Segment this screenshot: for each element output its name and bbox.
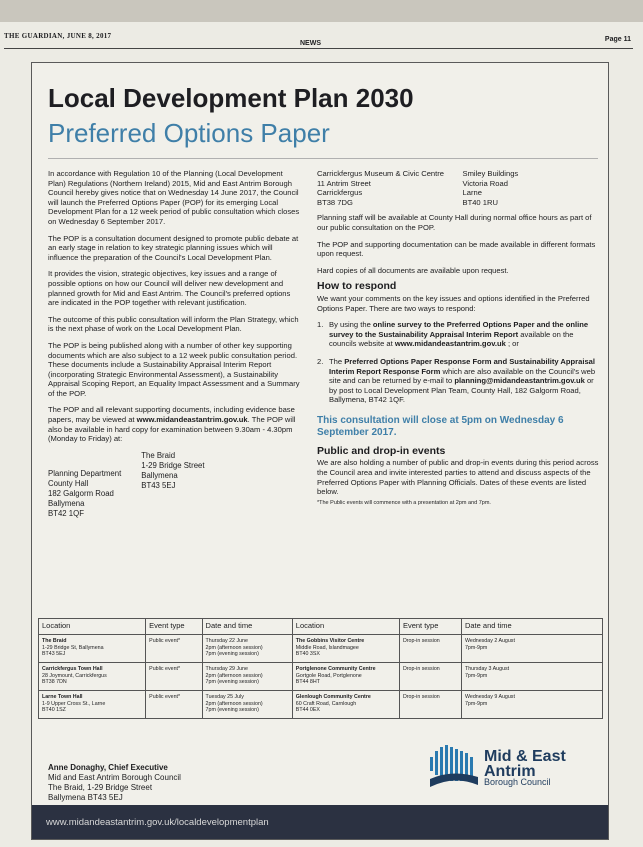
table-cell	[39, 635, 146, 663]
masthead-rule	[4, 48, 633, 49]
supporting-docs-paragraph: The POP is being published along with a number of other key supporting documents which are also subject to a 12 week public consultation period. These documents include a Sustainability Appraisal Interim Report (incorporating Strategic Environmental Assessment), a Sustainability Appraisal Scoping Report, an Equality Impact Assessment and a Summary of the POP.	[48, 340, 300, 398]
text-run: The	[329, 356, 345, 366]
text-run-bold: Preferred Options Paper Response Form and Sustainability Appraisal Interim Report Response Form	[329, 356, 596, 376]
address-the-braid	[141, 451, 204, 519]
address-line: Ballymena	[48, 498, 85, 508]
address-line: BT40 1RU	[462, 197, 498, 207]
page-number: Page 11	[604, 36, 631, 43]
table-cell: Public event*	[146, 691, 202, 719]
events-heading: Public and drop-in events	[317, 444, 446, 457]
address-county-hall	[48, 469, 121, 519]
signature-line: Mid and East Antrim Borough Council	[48, 773, 181, 782]
table-cell: Public event*	[146, 635, 202, 663]
address-line: 11 Antrim Street	[317, 178, 371, 188]
table-cell: Drop-in session	[399, 691, 461, 719]
text-run: ; or	[505, 339, 519, 349]
address-line: BT43 5EJ	[141, 480, 176, 490]
intro-paragraph: In accordance with Regulation 10 of the Planning (Local Development Plan) Regulations (Northern Ireland) 2015, Mid and East Antrim Borough Council hereby gives notice that on Wednesday 14 June 2017, the Council will launch the Preferred Options Paper (POP) for its emerging Local Development Plan for a 12 week period of public consultation which closes on Wednesday 6 September 2017.	[48, 169, 300, 226]
response-option-text	[329, 320, 600, 349]
events-table	[38, 618, 603, 719]
logo-line-2: Antrim	[484, 763, 536, 780]
table-cell: Thursday 29 June 2pm (afternoon session) 7pm (evening session)	[202, 663, 292, 691]
chief-executive-name: Anne Donaghy, Chief Executive	[48, 763, 168, 772]
text-run: available on the councils website at	[329, 329, 574, 349]
venue-name: Glenlough Community Centre	[295, 694, 371, 700]
table-cell: Drop-in session	[399, 663, 461, 691]
viewing-addresses	[48, 451, 302, 519]
table-cell: Thursday 22 June 2pm (afternoon session) 7pm (evening session)	[202, 635, 292, 663]
venue-name: Portglenone Community Centre	[295, 666, 376, 672]
planning-email-link[interactable]: planning@midandeastantrim.gov.uk	[454, 376, 585, 386]
closing-date-note: This consultation will close at 5pm on Wednesday 6 September 2017.	[317, 414, 564, 438]
table-header: Date and time	[202, 619, 292, 635]
text-run: or by post to Local Development Plan Team, County Hall, 182 Galgorm Road, Ballymena, BT42 1QF.	[329, 376, 594, 405]
footer-url-link[interactable]: www.midandeastantrim.gov.uk/localdevelopmentplan	[46, 817, 269, 828]
response-option-text	[329, 357, 600, 405]
list-number: 1.	[317, 320, 324, 330]
table-cell	[292, 691, 399, 719]
signature-line: Ballymena BT43 5EJ	[48, 793, 123, 802]
table-header: Event type	[146, 619, 202, 635]
table-cell: Wednesday 9 August 7pm-9pm	[461, 691, 602, 719]
paper-name-date: THE GUARDIAN, JUNE 8, 2017	[4, 32, 112, 40]
venue-address: 28 Joymount, Carrickfergus BT38 7DN	[42, 672, 107, 685]
table-cell: Wednesday 2 August 7pm-9pm	[461, 635, 602, 663]
events-intro: We are also holding a number of public and drop-in events during this period across the Council area and invite interested parties to attend and discuss aspects of the Preferred Options Paper with Planning Officials. Dates of these events are listed below.	[317, 458, 599, 497]
table-header: Event type	[399, 619, 461, 635]
address-line: Victoria Road	[462, 178, 508, 188]
council-notice	[31, 62, 609, 840]
masthead	[4, 30, 631, 47]
venue-name: Carrickfergus Town Hall	[42, 666, 103, 672]
address-line: 182 Galgorm Road	[48, 488, 114, 498]
viewing-paragraph	[48, 405, 302, 443]
address-line: Planning Department	[48, 468, 122, 478]
address-line: Larne	[462, 188, 482, 198]
vision-paragraph: It provides the vision, strategic objectives, key issues and a range of possible options on how our Council will deliver new development and planned growth for Mid and East Antrim. The Council's preferred options are indicated in the POP together with relevant justification.	[48, 269, 291, 308]
table-row	[39, 635, 603, 663]
signature-block	[48, 763, 181, 803]
council-logo	[428, 743, 598, 795]
section-label: NEWS	[300, 40, 321, 47]
pop-purpose-paragraph: The POP is a consultation document designed to promote public debate at an early stage in relation to key strategic planning issues which will influence the preparation of the Council's Local Development Plan.	[48, 233, 299, 262]
address-carrickfergus-museum	[317, 169, 455, 207]
logo-title	[484, 749, 566, 779]
table-cell: Thursday 3 August 7pm-9pm	[461, 663, 602, 691]
response-option-1	[317, 320, 600, 349]
council-website-link[interactable]: www.midandeastantrim.gov.uk	[394, 339, 506, 349]
address-line: Smiley Buildings	[462, 169, 519, 178]
venue-address: Gortgole Road, Portglenone BT44 8HT	[295, 672, 362, 685]
notice-title: Local Development Plan 2030	[48, 83, 414, 113]
table-header: Location	[292, 619, 399, 635]
text-run-bold: online survey to the Preferred Options Paper and the online survey to the Sustainability Appraisal Interim Report	[329, 320, 589, 339]
hard-copies-paragraph: Hard copies of all documents are available upon request.	[317, 265, 509, 275]
venue-address: 60 Craft Road, Carnlough BT44 0EX	[295, 700, 357, 713]
viewing-text-b: . The POP will also be available in hard copy for examination between 9.30am - 4.30pm (Monday to Friday) at:	[48, 415, 296, 444]
venue-name: Larne Town Hall	[42, 694, 83, 700]
venue-address: Middle Road, Islandmagee BT40 3SX	[295, 644, 359, 657]
table-header-row	[39, 619, 603, 635]
table-cell	[39, 663, 146, 691]
address-line: BT42 1QF	[48, 508, 84, 518]
address-line: 1-29 Bridge Street	[141, 460, 205, 470]
table-header: Location	[39, 619, 146, 635]
mid-east-antrim-logo-icon	[428, 743, 480, 789]
table-row	[39, 663, 603, 691]
table-cell: Drop-in session	[399, 635, 461, 663]
address-line: County Hall	[48, 478, 89, 488]
list-number: 2.	[317, 356, 324, 366]
right-column	[317, 169, 600, 507]
left-column	[48, 169, 302, 519]
events-footnote: *The Public events will commence with a presentation at 2pm and 7pm.	[317, 499, 491, 506]
notice-subtitle: Preferred Options Paper	[48, 118, 330, 148]
table-cell: Tuesday 25 July 2pm (afternoon session) 7pm (evening session)	[202, 691, 292, 719]
address-line: The Braid	[141, 450, 176, 460]
logo-line-1: Mid & East	[484, 748, 566, 765]
address-line: Ballymena	[141, 470, 178, 480]
respond-intro: We want your comments on the key issues and options identified in the Preferred Options Paper. There are two ways to respond:	[317, 293, 590, 313]
table-cell	[292, 663, 399, 691]
footer-bar	[32, 805, 608, 839]
title-rule	[48, 158, 598, 159]
text-run: which are also available on the Council's web site and can be returned by e-mail to	[329, 366, 596, 386]
table-row	[39, 691, 603, 719]
logo-subtitle: Borough Council	[484, 777, 551, 787]
venue-name: The Braid	[42, 638, 67, 644]
outcome-paragraph: The outcome of this public consultation will inform the Plan Strategy, which is the next phase of work on the Local Development Plan.	[48, 314, 299, 334]
venue-address: 1-9 Upper Cross St., Larne BT40 1SZ	[42, 700, 106, 713]
response-option-2	[317, 357, 600, 405]
table-cell: Public event*	[146, 663, 202, 691]
text-run: By using the	[329, 320, 373, 330]
table-cell	[39, 691, 146, 719]
address-smiley-buildings	[463, 169, 601, 207]
address-line: BT38 7DG	[317, 197, 353, 207]
venue-name: The Gobbins Visitor Centre	[295, 638, 365, 644]
council-website-link[interactable]: www.midandeastantrim.gov.uk	[136, 415, 248, 425]
venue-address: 1-29 Bridge St, Ballymena BT43 5EJ	[42, 644, 104, 657]
formats-paragraph: The POP and supporting documentation can be made available in different formats upon request.	[317, 239, 596, 259]
events-table-body	[39, 635, 603, 719]
table-cell	[292, 635, 399, 663]
staff-availability-paragraph: Planning staff will be available at County Hall during normal office hours as part of our public consultation on the POP.	[317, 213, 592, 232]
how-to-respond-heading: How to respond	[317, 280, 397, 293]
table-header: Date and time	[461, 619, 602, 635]
signature-line: The Braid, 1-29 Bridge Street	[48, 783, 153, 792]
address-line: Carrickfergus	[317, 188, 363, 198]
more-addresses	[317, 169, 600, 207]
viewing-text-a: The POP and all relevant supporting documents, including evidence base papers, may be viewed at	[48, 405, 295, 425]
address-line: Carrickfergus Museum & Civic Centre	[317, 169, 445, 178]
